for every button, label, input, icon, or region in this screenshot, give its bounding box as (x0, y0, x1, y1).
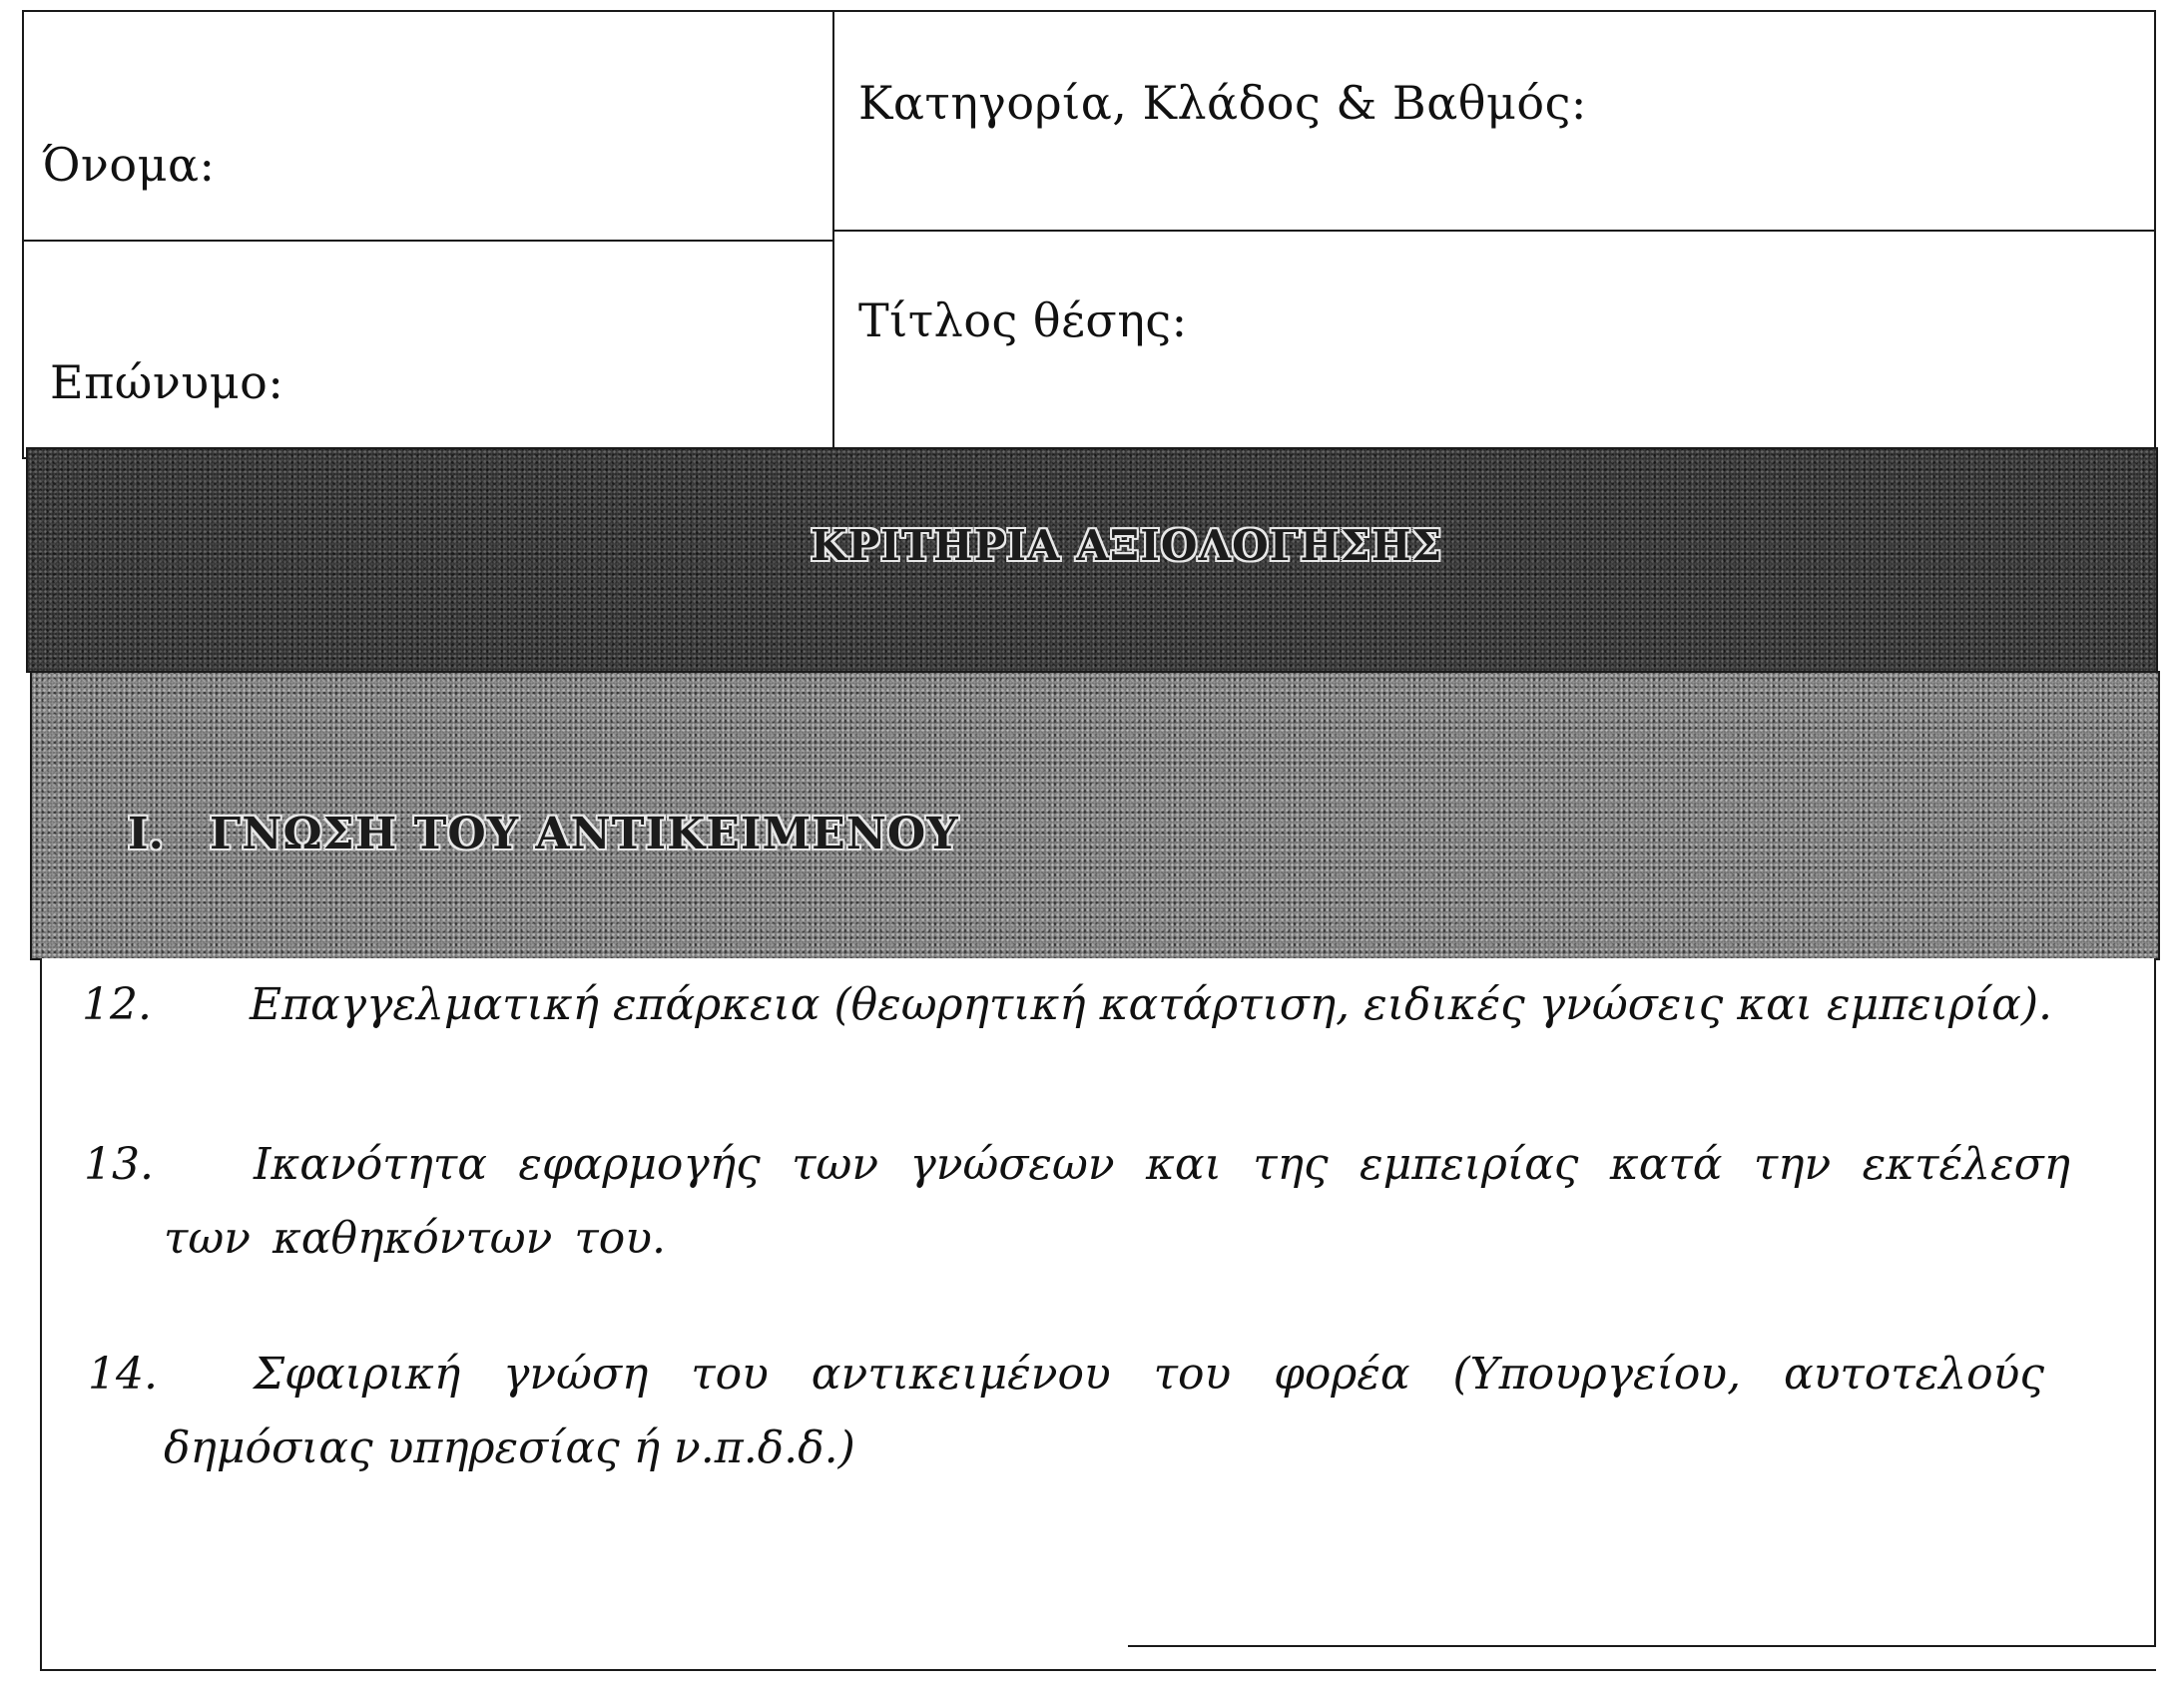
surname-label: Επώνυμο: (50, 355, 284, 409)
surname-cell[interactable] (22, 240, 834, 459)
category-label: Κατηγορία, Κλάδος & Βαθμός: (858, 76, 1587, 130)
criteria-item-text: Σφαιρική γνώση του αντικειμένου του φορέα (Υπουργείου, αυτοτελούς δημόσιας υπηρεσίας ή ν.π.δ.δ.) (164, 1349, 2044, 1473)
name-cell[interactable] (22, 10, 834, 242)
criteria-item-text: Επαγγελματική επάρκεια (θεωρητική κατάρτιση, ειδικές γνώσεις και εμπειρία). (250, 979, 2053, 1030)
criteria-header-band (26, 447, 2158, 673)
section-header-band (30, 671, 2160, 960)
criteria-box-right-border (2154, 958, 2156, 1647)
section-title: ΓΝΩΣΗ ΤΟΥ ΑΝΤΙΚΕΙΜΕΝΟΥ (210, 809, 959, 859)
criteria-item (88, 1338, 2044, 1485)
criteria-item-number: 14. (88, 1349, 158, 1400)
criteria-item (84, 1128, 2070, 1276)
position-title-label: Τίτλος θέσης: (858, 293, 1188, 347)
criteria-item-number: 12. (82, 979, 152, 1030)
criteria-box-bottom-right-border (1128, 1645, 2156, 1647)
name-label: Όνομα: (42, 138, 216, 192)
criteria-items-box (40, 958, 2156, 1671)
criteria-item-number: 13. (84, 1139, 154, 1190)
criteria-title: ΚΡΙΤΗΡΙΑ ΑΞΙΟΛΟΓΗΣΗΣ (811, 521, 1443, 570)
position-title-cell[interactable] (832, 230, 2156, 453)
criteria-item-text: Ικανότητα εφαρμογής των γνώσεων και της εμπειρίας κατά την εκτέλεση των καθηκόντων του. (164, 1139, 2070, 1264)
category-cell[interactable] (832, 10, 2156, 232)
section-number: Ι. (128, 809, 164, 859)
criteria-item (82, 968, 2098, 1042)
